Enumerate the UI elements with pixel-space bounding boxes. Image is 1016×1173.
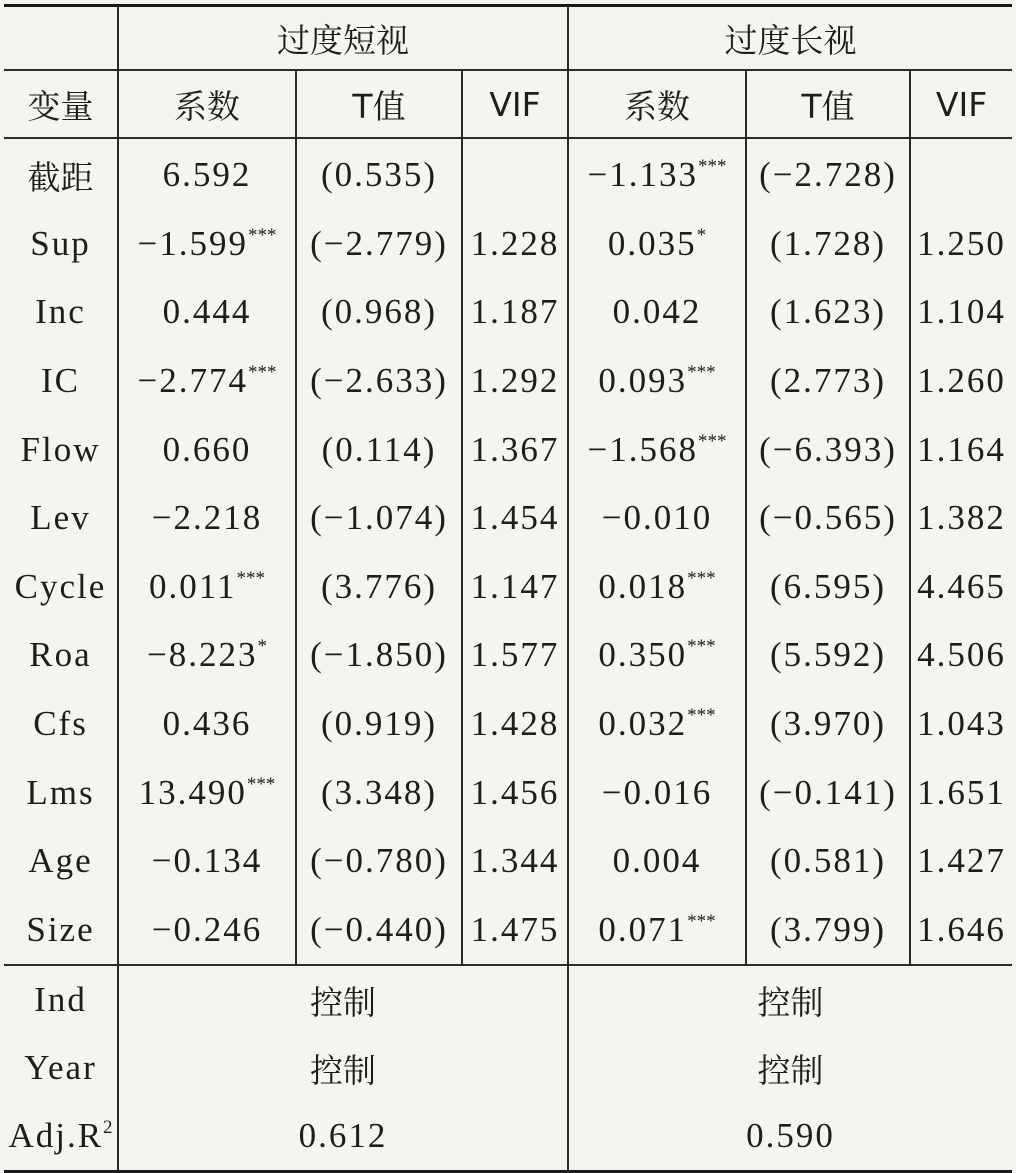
vif-right: 1.043 [910,690,1012,759]
t-value-right: (6.595) [746,553,910,622]
coef-right [568,484,746,553]
row-label: Flow [20,429,101,469]
coef-right [568,415,746,484]
significance-stars: *** [687,567,716,589]
t-value-left: (−1.074) [296,484,462,553]
coef-right [568,690,746,759]
group-header-short-sighted: 过度短视 [118,6,568,71]
coef-left [118,210,296,279]
row-label: Lev [30,498,91,538]
t-value-left: (0.535) [296,138,462,210]
vif-left: 1.367 [462,415,568,484]
coef-right [568,827,746,896]
corner-cell [4,6,118,71]
vif-left: 1.292 [462,347,568,416]
t-value-left: (3.776) [296,553,462,622]
coef-right [568,621,746,690]
col-header-variable: 变量 [4,70,118,138]
row-label: Sup [30,223,91,263]
coef-left [118,415,296,484]
vif-right [910,138,1012,210]
coef-left [118,347,296,416]
significance-stars: *** [246,773,276,795]
adjr2-left: 0.612 [118,1102,568,1172]
vif-right: 4.465 [910,553,1012,622]
significance-stars: * [696,224,707,246]
coef-value: 0.032 [598,704,688,744]
vif-right: 1.427 [910,827,1012,896]
coef-value: −0.010 [601,498,713,538]
coef-value: 0.042 [612,292,702,332]
coef-value: −1.568 [587,429,699,469]
coef-value: 0.035 [607,223,697,263]
significance-stars: *** [236,567,265,589]
group-header-row [4,6,1012,71]
vif-left [462,138,568,210]
table-row [4,896,1012,966]
significance-stars: *** [698,430,727,452]
coef-value: −0.246 [151,909,263,949]
group-header-long-sighted: 过度长视 [568,6,1012,71]
row-label-adjr2 [4,1102,118,1172]
coef-value: −2.218 [151,498,263,538]
t-value-left: (−0.780) [296,827,462,896]
coef-right [568,758,746,827]
vif-right: 4.506 [910,621,1012,690]
coef-right [568,278,746,347]
table-row [4,690,1012,759]
table-row [4,138,1012,210]
col-header-vif-right: VIF [910,70,1012,138]
vif-left: 1.475 [462,896,568,966]
ind-control-left: 控制 [118,965,568,1034]
t-value-right: (−0.565) [746,484,910,553]
coef-value: 0.436 [162,704,252,744]
coef-right [568,896,746,966]
t-value-left: (−0.440) [296,896,462,966]
row-label: Age [28,841,93,881]
col-header-t-right: T值 [746,70,910,138]
year-control-right: 控制 [568,1034,1012,1102]
coef-value: 0.444 [162,292,252,332]
significance-stars: *** [248,224,277,246]
coef-value: −1.599 [137,223,248,263]
coef-left [118,484,296,553]
t-value-right: (2.773) [746,347,910,416]
t-value-left: (−2.633) [296,347,462,416]
col-header-vif-left: VIF [462,70,568,138]
t-value-left: (0.114) [296,415,462,484]
t-value-right: (1.623) [746,278,910,347]
col-header-coef-left: 系数 [118,70,296,138]
table-row [4,484,1012,553]
vif-right: 1.164 [910,415,1012,484]
t-value-left: (−1.850) [296,621,462,690]
t-value-left: (−2.779) [296,210,462,279]
table-row [4,347,1012,416]
vif-left: 1.454 [462,484,568,553]
vif-right: 1.260 [910,347,1012,416]
column-header-row [4,70,1012,138]
footer-row-ind [4,965,1012,1034]
year-control-left: 控制 [118,1034,568,1102]
row-label: Roa [29,635,92,675]
adjr2-superscript: 2 [103,1117,113,1139]
coef-left [118,621,296,690]
table-row [4,758,1012,827]
vif-right: 1.382 [910,484,1012,553]
adjr2-label-text: Adj.R [8,1116,104,1156]
vif-left: 1.187 [462,278,568,347]
coef-right [568,553,746,622]
vif-left: 1.228 [462,210,568,279]
significance-stars: *** [698,156,727,178]
coef-value: 6.592 [162,155,252,195]
t-value-right: (−6.393) [746,415,910,484]
vif-right: 1.250 [910,210,1012,279]
coef-value: 0.071 [598,909,688,949]
coef-left [118,758,296,827]
t-value-right: (3.970) [746,690,910,759]
coef-value: 0.011 [149,566,237,606]
coef-value: −0.016 [601,772,713,812]
table-row [4,827,1012,896]
coef-left [118,690,296,759]
row-label: Size [4,896,118,966]
t-value-right: (3.799) [746,896,910,966]
regression-table [4,4,1012,1173]
t-value-left: (0.968) [296,278,462,347]
vif-left: 1.577 [462,621,568,690]
col-header-t-left: T值 [296,70,462,138]
coef-value: 0.350 [598,635,688,675]
coef-left [118,553,296,622]
table-row [4,210,1012,279]
t-value-right: (0.581) [746,827,910,896]
table-row [4,621,1012,690]
coef-value: −1.133 [587,155,699,195]
vif-left: 1.428 [462,690,568,759]
vif-left: 1.456 [462,758,568,827]
coef-left [118,278,296,347]
significance-stars: *** [687,362,716,384]
adjr2-right: 0.590 [568,1102,1012,1172]
coef-left [118,138,296,210]
significance-stars: *** [687,705,716,727]
row-label-ind: Ind [34,980,87,1020]
coef-value: −8.223 [147,635,258,675]
coef-left [118,827,296,896]
significance-stars: * [257,636,267,658]
t-value-right: (−2.728) [746,138,910,210]
row-label-year: Year [24,1048,97,1088]
row-label: Lms [26,772,95,812]
coef-value: 0.660 [162,429,252,469]
row-label: Cfs [33,704,88,744]
table-row [4,415,1012,484]
table-body [4,138,1012,965]
t-value-left: (3.348) [296,758,462,827]
row-label: Inc [35,292,86,332]
coef-value: −0.134 [151,841,263,881]
vif-right: 1.646 [910,896,1012,966]
t-value-right: (1.728) [746,210,910,279]
coef-value: 0.093 [598,361,688,401]
row-label: 截距 [27,157,94,197]
row-label: Cycle [14,566,107,606]
col-header-coef-right: 系数 [568,70,746,138]
table-row [4,278,1012,347]
significance-stars: *** [687,636,716,658]
ind-control-right: 控制 [568,965,1012,1034]
row-label: IC [41,361,80,401]
coef-value: −2.774 [137,361,248,401]
footer-row-year [4,1034,1012,1102]
t-value-left: (0.919) [296,690,462,759]
coef-right [568,210,746,279]
vif-right: 1.651 [910,758,1012,827]
coef-right [568,138,746,210]
footer-row-adjr2 [4,1102,1012,1172]
vif-right: 1.104 [910,278,1012,347]
coef-right [568,347,746,416]
table-row [4,553,1012,622]
coef-value: 13.490 [138,772,247,812]
vif-left: 1.147 [462,553,568,622]
significance-stars: *** [248,362,277,384]
coef-value: 0.018 [598,566,688,606]
t-value-right: (5.592) [746,621,910,690]
table-footer [4,965,1012,1172]
coef-value: 0.004 [612,841,702,881]
coef-left [118,896,296,966]
t-value-right: (−0.141) [746,758,910,827]
vif-left: 1.344 [462,827,568,896]
significance-stars: *** [687,910,716,932]
